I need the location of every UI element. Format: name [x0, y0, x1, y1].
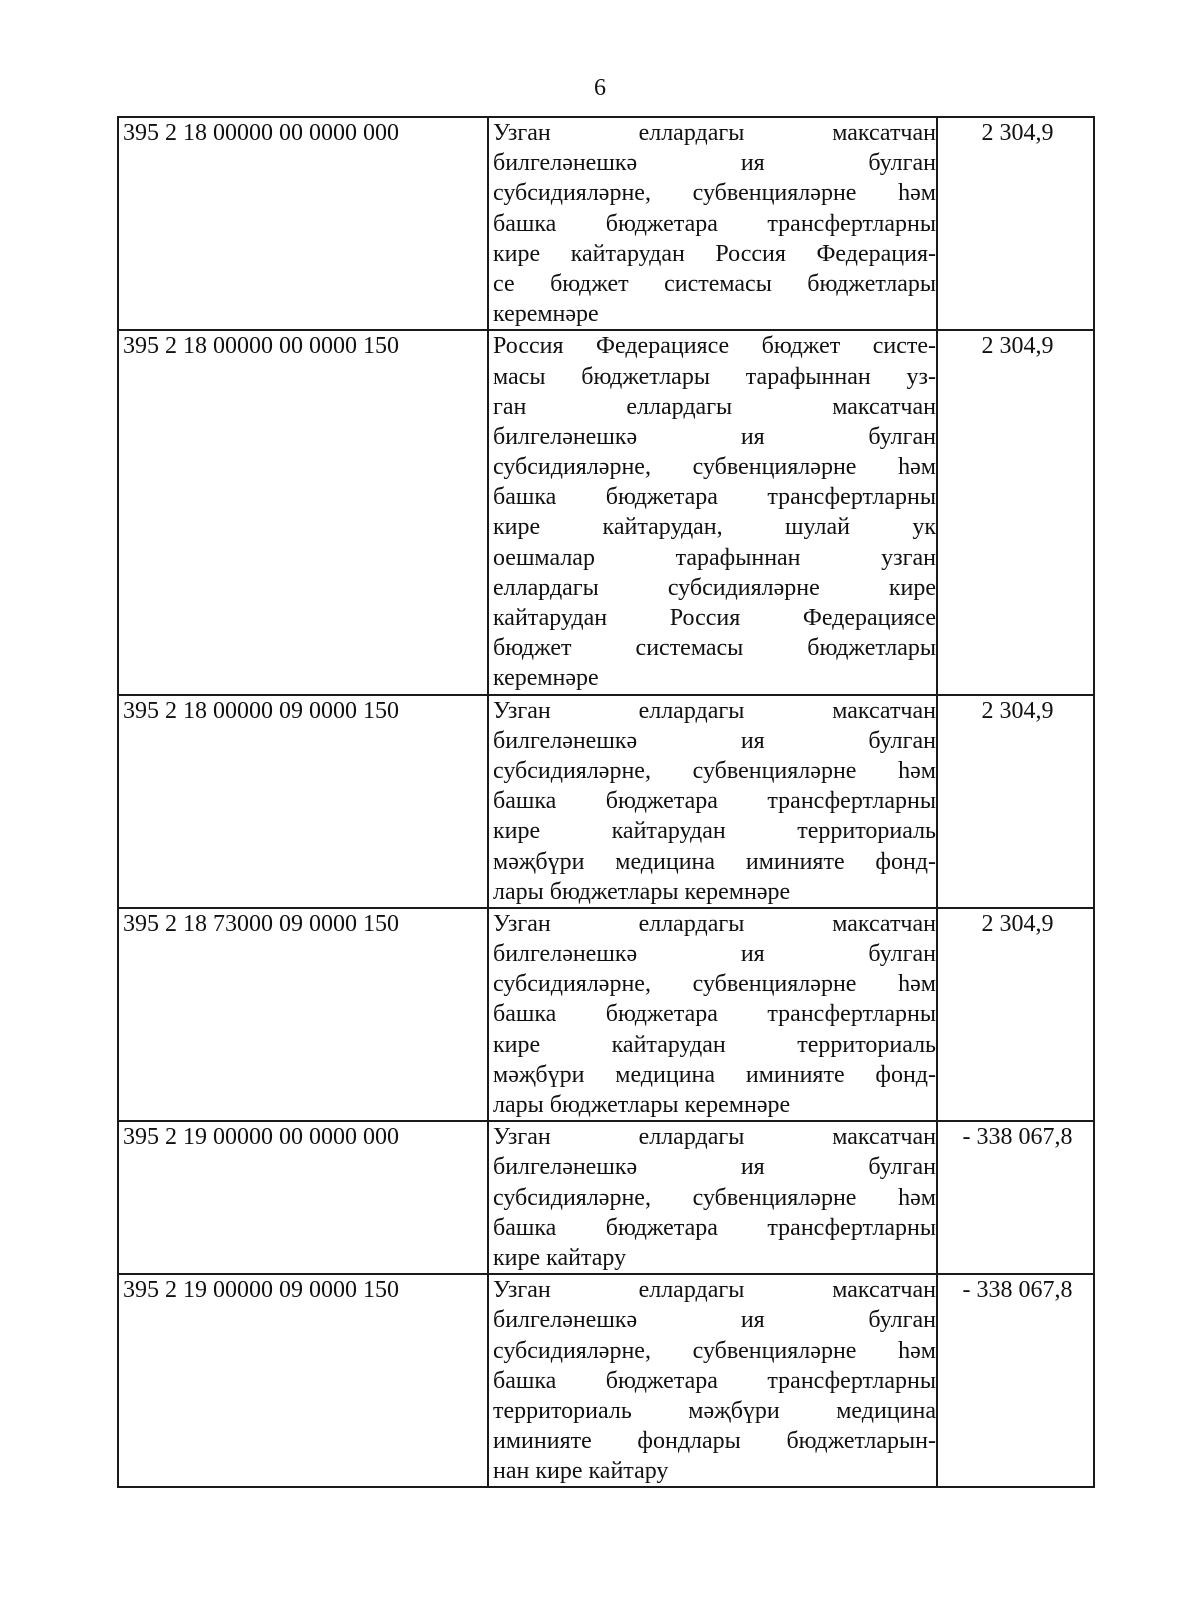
description-line: Россия Федерациясе бюджет систе-	[493, 333, 936, 360]
budget-description-cell	[488, 908, 937, 1121]
description-line: кире кайтарудан Россия Федерация-	[493, 240, 936, 267]
description-line: бюджет системасы бюджетлары	[493, 635, 936, 662]
description-line: субсидияләрне, субвенцияләрне һәм	[493, 757, 936, 784]
description-line: Узган еллардагы максатчан	[493, 910, 936, 937]
description-line: билгеләнешкә ия булган	[493, 1154, 936, 1181]
description-line: Узган еллардагы максатчан	[493, 1277, 936, 1304]
budget-description-cell	[488, 1121, 937, 1274]
description-line: башка бюджетара трансфертларны	[493, 210, 936, 237]
description-line: билгеләнешкә ия булган	[493, 150, 936, 177]
budget-code-cell: 395 2 19 00000 09 0000 150	[118, 1274, 488, 1487]
table-row	[118, 1274, 1094, 1487]
budget-description-cell	[488, 1274, 937, 1487]
description-line: лары бюджетлары керемнәре	[493, 1092, 791, 1118]
budget-amount-cell: - 338 067,8	[937, 1121, 1094, 1274]
description-line: башка бюджетара трансфертларны	[493, 788, 936, 815]
table-row	[118, 908, 1094, 1121]
description-line: субсидияләрне, субвенцияләрне һәм	[493, 971, 936, 998]
description-line: Узган еллардагы максатчан	[493, 120, 936, 146]
budget-code-cell: 395 2 18 00000 00 0000 150	[118, 330, 488, 694]
description-line: билгеләнешкә ия булган	[493, 423, 936, 450]
budget-description-cell	[488, 330, 937, 694]
table-row	[118, 695, 1094, 908]
description-line: билгеләнешкә ия булган	[493, 1307, 936, 1334]
description-line: еллардагы субсидияләрне кире	[493, 574, 936, 601]
description-line: Узган еллардагы максатчан	[493, 697, 936, 724]
page-number: 6	[594, 75, 606, 101]
description-line: оешмалар тарафыннан узган	[493, 544, 936, 571]
description-line: субсидияләрне, субвенцияләрне һәм	[493, 454, 936, 481]
description-line: кайтарудан Россия Федерациясе	[493, 605, 936, 631]
description-line: мәҗбүри медицина иминияте фонд-	[493, 848, 936, 875]
budget-code-cell: 395 2 19 00000 00 0000 000	[118, 1121, 488, 1274]
description-line: башка бюджетара трансфертларны	[493, 484, 936, 511]
budget-table	[117, 116, 1095, 1488]
budget-amount-cell: 2 304,9	[937, 908, 1094, 1121]
description-line: нан кире кайтару	[493, 1458, 669, 1485]
description-line: территориаль мәҗбүри медицина	[493, 1397, 936, 1424]
description-line: башка бюджетара трансфертларны	[493, 1214, 936, 1241]
budget-amount-cell: 2 304,9	[937, 117, 1094, 330]
budget-description-cell	[488, 117, 937, 330]
table-row	[118, 1121, 1094, 1274]
budget-amount-cell: 2 304,9	[937, 330, 1094, 694]
description-line: керемнәре	[493, 301, 599, 328]
description-line: лары бюджетлары керемнәре	[493, 878, 791, 905]
budget-code-cell: 395 2 18 00000 00 0000 000	[118, 117, 488, 330]
description-line: се бюджет системасы бюджетлары	[493, 270, 936, 297]
budget-description-cell	[488, 695, 937, 908]
description-line: кире кайтарудан территориаль	[493, 1031, 936, 1058]
description-line: Узган еллардагы максатчан	[493, 1124, 936, 1151]
budget-code-cell: 395 2 18 00000 09 0000 150	[118, 695, 488, 908]
description-line: мәҗбүри медицина иминияте фонд-	[493, 1061, 936, 1088]
description-line: кире кайтарудан, шулай ук	[493, 514, 936, 541]
description-line: иминияте фондлары бюджетларын-	[493, 1428, 936, 1455]
description-line: билгеләнешкә ия булган	[493, 941, 936, 968]
description-line: масы бюджетлары тарафыннан уз-	[493, 363, 936, 390]
description-line: субсидияләрне, субвенцияләрне һәм	[493, 180, 936, 207]
description-line: субсидияләрне, субвенцияләрне һәм	[493, 1184, 936, 1211]
description-line: башка бюджетара трансфертларны	[493, 1001, 936, 1028]
description-line: башка бюджетара трансфертларны	[493, 1367, 936, 1394]
budget-amount-cell: - 338 067,8	[937, 1274, 1094, 1487]
budget-amount-cell: 2 304,9	[937, 695, 1094, 908]
budget-code-cell: 395 2 18 73000 09 0000 150	[118, 908, 488, 1121]
description-line: керемнәре	[493, 665, 599, 692]
description-line: кире кайтару	[493, 1244, 627, 1271]
description-line: билгеләнешкә ия булган	[493, 727, 936, 754]
table-row	[118, 330, 1094, 694]
description-line: субсидияләрне, субвенцияләрне һәм	[493, 1337, 936, 1364]
description-line: ган еллардагы максатчан	[493, 393, 936, 420]
description-line: кире кайтарудан территориаль	[493, 818, 936, 845]
table-row	[118, 117, 1094, 330]
budget-table-body	[118, 117, 1094, 1487]
